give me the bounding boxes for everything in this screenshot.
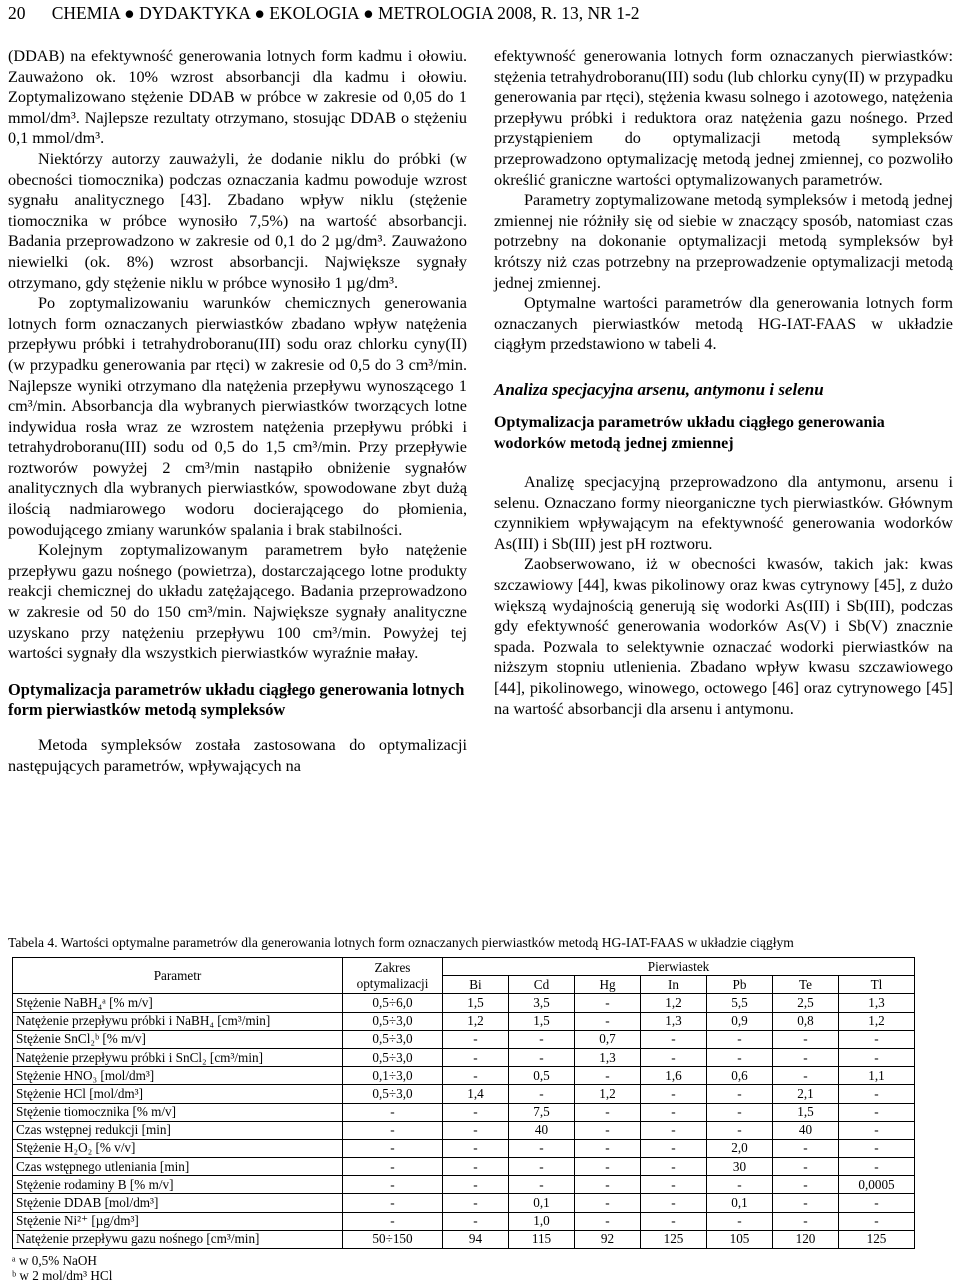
table-cell: 0,0005 xyxy=(839,1176,915,1194)
table-footnote: ᵇ w 2 mol/dm³ HCl xyxy=(12,1268,113,1283)
table-cell: Natężenie przepływu próbki i SnCl₂ [cm³/min] xyxy=(13,1048,343,1066)
table-cell: 0,6 xyxy=(707,1067,773,1085)
table-cell: 40 xyxy=(773,1121,839,1139)
table-cell: Natężenie przepływu próbki i NaBH₄ [cm³/min] xyxy=(13,1012,343,1030)
table-cell: - xyxy=(443,1067,509,1085)
table-cell: 0,5÷3,0 xyxy=(343,1085,443,1103)
table-cell: - xyxy=(707,1048,773,1066)
table-cell: - xyxy=(707,1212,773,1230)
table-cell: - xyxy=(575,1194,641,1212)
table-row xyxy=(13,1030,915,1048)
table-cell: - xyxy=(443,1194,509,1212)
table-cell: Stężenie SnCl₂ᵇ [% m/v] xyxy=(13,1030,343,1048)
table-row xyxy=(13,1194,915,1212)
table-cell: - xyxy=(641,1048,707,1066)
column-header: Pierwiastek xyxy=(443,958,915,976)
table-cell: 125 xyxy=(839,1230,915,1248)
table-cell: - xyxy=(707,1176,773,1194)
table-cell: 1,3 xyxy=(575,1048,641,1066)
table-cell: Stężenie NaBH₄ᵃ [% m/v] xyxy=(13,994,343,1012)
paragraph: Analizę specjacyjną przeprowadzono dla antymonu, arsenu i selenu. Oznaczano formy nieorganiczne tych pierwiastków. Głównym czynnikiem wpływającym na efektywność generowania wodorków As(III) i Sb(III) jest pH roztworu. xyxy=(494,473,953,553)
column-header: In xyxy=(641,976,707,994)
table-row xyxy=(13,994,915,1012)
table-cell: Stężenie tiomocznika [% m/v] xyxy=(13,1103,343,1121)
table-cell: Stężenie Ni²⁺ [µg/dm³] xyxy=(13,1212,343,1230)
table-cell: - xyxy=(509,1176,575,1194)
right-column xyxy=(494,46,953,719)
table-cell: 1,5 xyxy=(443,994,509,1012)
table-cell: - xyxy=(641,1176,707,1194)
table-cell: - xyxy=(509,1158,575,1176)
table-caption: Tabela 4. Wartości optymalne parametrów dla generowania lotnych form oznaczanych pierwiastków metodą HG-IAT-FAAS w układzie ciągłym xyxy=(8,935,794,950)
table-cell: Natężenie przepływu gazu nośnego [cm³/min] xyxy=(13,1230,343,1248)
table-row xyxy=(13,1048,915,1066)
table-cell: 0,5÷3,0 xyxy=(343,1012,443,1030)
table-cell: 2,0 xyxy=(707,1139,773,1157)
table-cell: - xyxy=(443,1103,509,1121)
table-cell: - xyxy=(343,1158,443,1176)
table-cell: 3,5 xyxy=(509,994,575,1012)
table-cell: - xyxy=(641,1121,707,1139)
table-cell: - xyxy=(443,1158,509,1176)
table-cell: - xyxy=(773,1158,839,1176)
table-cell: - xyxy=(343,1194,443,1212)
table-cell: - xyxy=(443,1030,509,1048)
table-cell: 1,6 xyxy=(641,1067,707,1085)
table-cell: - xyxy=(509,1030,575,1048)
table-cell: - xyxy=(343,1139,443,1157)
paragraph: Niektórzy autorzy zauważyli, że dodanie niklu do próbki (w obecności tiomocznika) podczas oznaczania kadmu powoduje wzrost sygnału analitycznego [43]. Zbadano wpływ niklu (stężenie tiomocznika w próbce wynosiło 7,5%) na wartość absorbancji. Badania przeprowadzono w zakresie od 0,1 do 2 µg/dm³. Zauważono niewielki (ok. 8%) wzrost absorbancji. Największe sygnały otrzymano, gdy stężenie niklu w próbce wynosiło 1 µg/dm³. xyxy=(8,149,467,292)
table-cell: - xyxy=(443,1048,509,1066)
table-cell: 1,2 xyxy=(641,994,707,1012)
table-cell: - xyxy=(509,1139,575,1157)
table-cell: - xyxy=(443,1176,509,1194)
paragraph: Parametry zoptymalizowane metodą sympleksów i metodą jednej zmiennej nie różniły się od siebie w znaczący sposób, natomiast czas potrzebny na dokonanie optymalizacji metodą sympleksów był krótszy niż czas potrzebny na przeprowadzenie optymalizacji metodą jednej zmiennej. xyxy=(494,191,953,292)
table-cell: 0,8 xyxy=(773,1012,839,1030)
table-cell: - xyxy=(773,1030,839,1048)
table-cell: - xyxy=(839,1139,915,1157)
column-header: Cd xyxy=(509,976,575,994)
table-cell: - xyxy=(443,1212,509,1230)
section-heading: Analiza specjacyjna arsenu, antymonu i selenu xyxy=(494,379,824,399)
table-cell: - xyxy=(839,1085,915,1103)
table-cell: - xyxy=(641,1158,707,1176)
table-cell: - xyxy=(773,1176,839,1194)
table-cell: - xyxy=(707,1085,773,1103)
table-cell: - xyxy=(839,1103,915,1121)
running-header: 20 CHEMIA ● DYDAKTYKA ● EKOLOGIA ● METROLOGIA 2008, R. 13, NR 1-2 xyxy=(8,3,640,23)
table-cell: - xyxy=(641,1139,707,1157)
paragraph: Po zoptymalizowaniu warunków chemicznych generowania lotnych form oznaczanych pierwiastków zbadano wpływ natężenia przepływu próbki i tetrahydroboranu(III) sodu oraz chlorku cyny(II) (w przypadku generowania par rtęci) w zakresie od 0,5 do 3 cm³/min. Najlepsze wyniki otrzymano dla natężenia przepływu wynoszącego 1 cm³/min. Absorbancja dla wybranych pierwiastków tworzących lotne indywidua rosła wraz ze wzrostem natężenia przepływu próbki i tetrahydroboranu(III) sodu od 0,5 do 1,5 cm³/min. Przy przepływie roztworów powyżej 2 cm³/min nastąpiło obniżenie sygnałów analitycznych dla wybranych pierwiastków, spowodowane zbyt dużą ilością nadmiarowego wodoru docierającego do płomienia, powodującego zmiany warunków spalania i brak stabilności. xyxy=(8,294,467,539)
table-cell: - xyxy=(343,1121,443,1139)
table-cell: - xyxy=(641,1194,707,1212)
table-cell: - xyxy=(575,1139,641,1157)
table-cell: Stężenie rodaminy B [% m/v] xyxy=(13,1176,343,1194)
table-cell: - xyxy=(575,1103,641,1121)
table-row xyxy=(13,1158,915,1176)
table-cell: - xyxy=(575,1158,641,1176)
table-cell: 0,5÷3,0 xyxy=(343,1030,443,1048)
section-heading: Optymalizacja parametrów układu ciągłego generowania lotnych form pierwiastków metodą sympleksów xyxy=(8,679,465,720)
table-cell: 50÷150 xyxy=(343,1230,443,1248)
table-cell: 1,2 xyxy=(443,1012,509,1030)
table-row xyxy=(13,1121,915,1139)
table-cell: 0,5 xyxy=(509,1067,575,1085)
table-cell: 1,3 xyxy=(641,1012,707,1030)
table-row xyxy=(13,1139,915,1157)
paragraph: Metoda sympleksów została zastosowana do optymalizacji następujących parametrów, wpływających na xyxy=(8,736,467,775)
subsection-heading: Optymalizacja parametrów układu ciągłego generowania wodorków metodą jednej zmiennej xyxy=(494,413,885,452)
table-cell: 0,1 xyxy=(509,1194,575,1212)
table-cell: 5,5 xyxy=(707,994,773,1012)
table-row xyxy=(13,1012,915,1030)
paragraph: efektywność generowania lotnych form oznaczanych pierwiastków: stężenia tetrahydroboranu(III) sodu (lub chlorku cyny(II) w przypadku generowania par rtęci), stężenia kwasu solnego i azotowego, natężenia przepływu próbki i reduktora oraz natężenia gazu nośnego. Przed przystąpieniem do optymalizacji metodą sympleksów przeprowadzono optymalizację metodą jednej zmiennej, co pozwoliło określić graniczne wartości optymalizowanych parametrów. xyxy=(494,47,953,189)
table-footnote: ᵃ w 0,5% NaOH xyxy=(12,1253,97,1268)
table-row xyxy=(13,1067,915,1085)
column-header: Parametr xyxy=(13,958,343,994)
table-cell: - xyxy=(641,1085,707,1103)
table-cell: - xyxy=(773,1067,839,1085)
table-row xyxy=(13,1085,915,1103)
table-cell: - xyxy=(343,1176,443,1194)
table-cell: 120 xyxy=(773,1230,839,1248)
table-cell: 125 xyxy=(641,1230,707,1248)
table-cell: - xyxy=(707,1121,773,1139)
table-cell: 1,5 xyxy=(509,1012,575,1030)
table-cell: - xyxy=(641,1103,707,1121)
table-cell: - xyxy=(575,994,641,1012)
table-cell: - xyxy=(343,1103,443,1121)
table-body xyxy=(13,994,915,1249)
table-cell: - xyxy=(443,1121,509,1139)
column-header: Hg xyxy=(575,976,641,994)
table-cell: - xyxy=(839,1212,915,1230)
paragraph: (DDAB) na efektywność generowania lotnych form kadmu i ołowiu. Zauważono ok. 10% wzrost absorbancji dla kadmu i ołowiu. Zoptymalizowano stężenie DDAB w próbce w zakresie od 0,05 do 1 mmol/dm³. Najlepsze rezultaty otrzymano, stosując DDAB o stężeniu 0,1 mmol/dm³. xyxy=(8,47,467,148)
table-cell: 0,7 xyxy=(575,1030,641,1048)
table-row xyxy=(13,1176,915,1194)
left-column xyxy=(8,46,467,776)
table-cell: 30 xyxy=(707,1158,773,1176)
table-cell: - xyxy=(509,1085,575,1103)
table-cell: 94 xyxy=(443,1230,509,1248)
table-cell: - xyxy=(773,1194,839,1212)
table-cell: - xyxy=(773,1212,839,1230)
table-cell: - xyxy=(641,1212,707,1230)
table-cell: - xyxy=(839,1194,915,1212)
table-cell: 2,5 xyxy=(773,994,839,1012)
table-cell: 92 xyxy=(575,1230,641,1248)
table-cell: - xyxy=(575,1176,641,1194)
table-cell: - xyxy=(641,1030,707,1048)
table-cell: - xyxy=(839,1158,915,1176)
table-cell: 7,5 xyxy=(509,1103,575,1121)
paragraph: Kolejnym zoptymalizowanym parametrem było natężenie przepływu gazu nośnego (powietrza), dostarczającego lotne produkty reakcji chemicznej do układu zatężającego. Badania przeprowadzono w zakresie od 50 do 150 cm³/min. Największe sygnały analityczne uzyskano przy natężeniu przepływu 100 cm³/min. Powyżej tej wartości sygnały dla wszystkich pierwiastków wyraźnie małay. xyxy=(8,541,467,663)
column-header: Pb xyxy=(707,976,773,994)
table-cell: 1,4 xyxy=(443,1085,509,1103)
column-header: Bi xyxy=(443,976,509,994)
table-cell: - xyxy=(773,1139,839,1157)
table-cell: - xyxy=(575,1012,641,1030)
table-cell: Stężenie DDAB [mol/dm³] xyxy=(13,1194,343,1212)
column-header: Zakres optymalizacji xyxy=(343,958,443,994)
table-cell: 0,1÷3,0 xyxy=(343,1067,443,1085)
table-row xyxy=(13,1212,915,1230)
table-cell: - xyxy=(839,1030,915,1048)
table-cell: - xyxy=(443,1139,509,1157)
table-cell: 1,2 xyxy=(575,1085,641,1103)
table-cell: 2,1 xyxy=(773,1085,839,1103)
column-header: Tl xyxy=(839,976,915,994)
table-row xyxy=(13,1230,915,1248)
table-cell: - xyxy=(839,1121,915,1139)
table-cell: Stężenie HNO₃ [mol/dm³] xyxy=(13,1067,343,1085)
table-cell: 1,2 xyxy=(839,1012,915,1030)
table-cell: - xyxy=(707,1103,773,1121)
table-cell: - xyxy=(343,1212,443,1230)
table-cell: Stężenie H₂O₂ [% v/v] xyxy=(13,1139,343,1157)
table-cell: 40 xyxy=(509,1121,575,1139)
column-header: Te xyxy=(773,976,839,994)
paragraph: Zaobserwowano, iż w obecności kwasów, takich jak: kwas szczawiowy [44], kwas pikolinowy oraz kwas cytrynowy [45], z dużo większą wydajnością generują się wodorki As(III) i Sb(III), podczas gdy efektywność generowania wodorków As(V) i Sb(V) znacznie spada. Pozwala to selektywnie oznaczać wodorki pierwiastków na niższym stopniu utlenienia. Zbadano wpływ kwasu szczawiowego [44], pikolinowego, winowego, octowego [46] oraz cytrynowego [45] na wartość absorbancji dla arsenu i antymonu. xyxy=(494,555,953,718)
table-cell: - xyxy=(773,1048,839,1066)
table-cell: 0,5÷3,0 xyxy=(343,1048,443,1066)
table-cell: - xyxy=(575,1067,641,1085)
table-cell: Czas wstępnego utleniania [min] xyxy=(13,1158,343,1176)
table-cell: Stężenie HCl [mol/dm³] xyxy=(13,1085,343,1103)
table-cell: 0,5÷6,0 xyxy=(343,994,443,1012)
table-cell: - xyxy=(575,1212,641,1230)
table-row xyxy=(13,1103,915,1121)
table-cell: Czas wstępnej redukcji [min] xyxy=(13,1121,343,1139)
table-cell: 1,3 xyxy=(839,994,915,1012)
results-table xyxy=(12,957,915,1249)
table-cell: - xyxy=(575,1121,641,1139)
table-cell: 0,1 xyxy=(707,1194,773,1212)
table-cell: - xyxy=(707,1030,773,1048)
table-cell: - xyxy=(839,1048,915,1066)
paragraph: Optymalne wartości parametrów dla generowania lotnych form oznaczanych pierwiastków metodą HG-IAT-FAAS w układzie ciągłym przedstawiono w tabeli 4. xyxy=(494,294,953,354)
table-cell: 1,5 xyxy=(773,1103,839,1121)
table-cell: 1,0 xyxy=(509,1212,575,1230)
table-cell: 1,1 xyxy=(839,1067,915,1085)
table-cell: 105 xyxy=(707,1230,773,1248)
table-cell: - xyxy=(509,1048,575,1066)
table-cell: 115 xyxy=(509,1230,575,1248)
table-cell: 0,9 xyxy=(707,1012,773,1030)
